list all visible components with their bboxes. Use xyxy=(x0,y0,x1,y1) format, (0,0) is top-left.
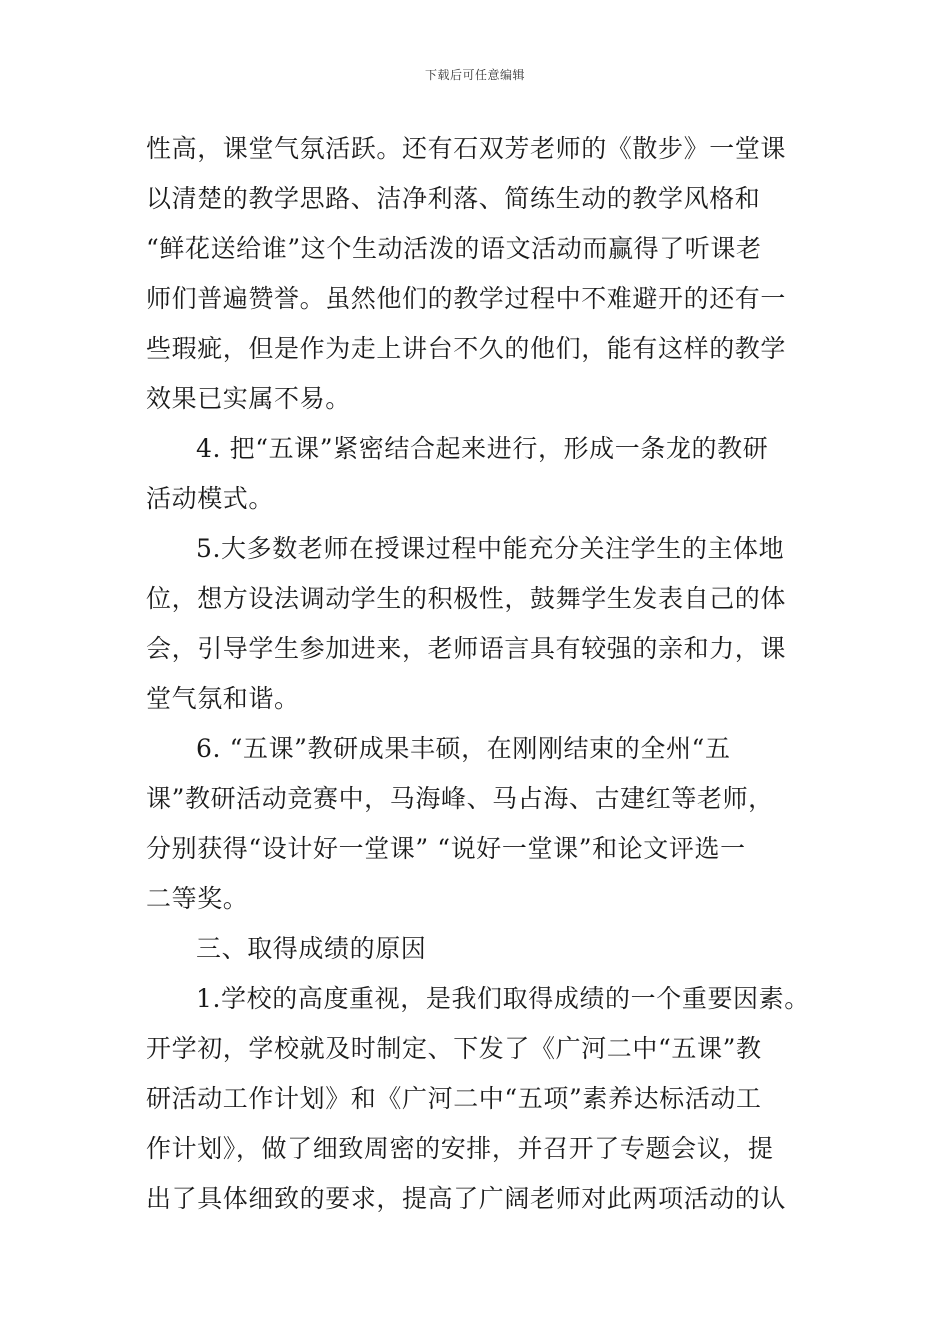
text-line: 性高，课堂气氛活跃。还有石双芳老师的《散步》一堂课 xyxy=(146,134,787,163)
section-heading: 三、取得成绩的原因 xyxy=(196,934,427,963)
text-line: 二等奖。 xyxy=(146,884,249,913)
body-text xyxy=(146,124,836,1224)
text-line: 研活动工作计划》和《广河二中“五项”素养达标活动工 xyxy=(146,1084,762,1113)
text-line: 堂气氛和谐。 xyxy=(146,684,300,713)
text-line: 6. “五课”教研成果丰硕，在刚刚结束的全州“五 xyxy=(196,734,731,763)
text-line: 课”教研活动竞赛中，马海峰、马占海、古建红等老师， xyxy=(146,784,774,813)
text-line: “鲜花送给谁”这个生动活泼的语文活动而赢得了听课老 xyxy=(146,234,762,263)
text-line: 位，想方设法调动学生的积极性，鼓舞学生发表自己的体 xyxy=(146,584,787,613)
text-line: 些瑕疵，但是作为走上讲台不久的他们，能有这样的教学 xyxy=(146,334,787,363)
text-line: 5.大多数老师在授课过程中能充分关注学生的主体地 xyxy=(196,534,785,563)
text-line: 师们普遍赞誉。虽然他们的教学过程中不难避开的还有一 xyxy=(146,284,787,313)
text-line: 1.学校的高度重视，是我们取得成绩的一个重要因素。 xyxy=(196,984,810,1013)
header-note: 下载后可任意编辑 xyxy=(424,68,525,82)
text-line: 分别获得“设计好一堂课” “说好一堂课”和论文评选一 xyxy=(146,834,746,863)
text-line: 活动模式。 xyxy=(146,484,275,513)
text-line: 开学初，学校就及时制定、下发了《广河二中“五课”教 xyxy=(146,1034,762,1063)
text-line: 效果已实属不易。 xyxy=(146,384,351,413)
text-line: 作计划》，做了细致周密的安排，并召开了专题会议，提 xyxy=(146,1134,774,1163)
text-line: 出了具体细致的要求，提高了广阔老师对此两项活动的认 xyxy=(146,1184,787,1213)
text-line: 会，引导学生参加进来，老师语言具有较强的亲和力，课 xyxy=(146,634,787,663)
text-line: 4. 把“五课”紧密结合起来进行，形成一条龙的教研 xyxy=(196,434,769,463)
text-line: 以清楚的教学思路、洁净利落、简练生动的教学风格和 xyxy=(146,184,761,213)
